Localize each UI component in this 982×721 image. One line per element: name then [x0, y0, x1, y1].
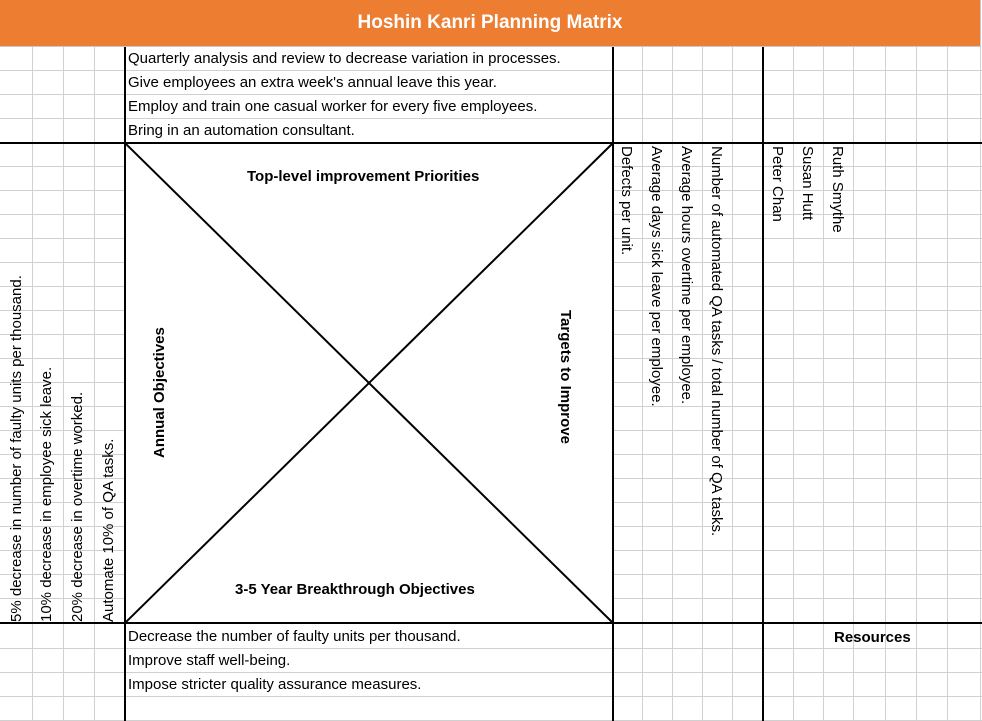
annual-objective-4[interactable]: Bring in an automation consultant.	[128, 122, 355, 139]
annual-objective-3[interactable]: Employ and train one casual worker for every five employees.	[128, 98, 538, 115]
breakthrough-objective-1[interactable]: Decrease the number of faulty units per thousand.	[128, 628, 461, 645]
annual-objective-1[interactable]: Quarterly analysis and review to decrease variation in processes.	[128, 50, 561, 67]
person-2[interactable]: Susan Hutt	[799, 146, 816, 221]
left-item-1[interactable]: 5% decrease in number of faulty units per thousand.	[8, 275, 25, 622]
person-1[interactable]: Peter Chan	[769, 146, 786, 222]
label-targets-to-improve: Targets to Improve	[557, 310, 574, 444]
person-3[interactable]: Ruth Smythe	[829, 146, 846, 233]
target-1[interactable]: Defects per unit.	[618, 146, 635, 256]
breakthrough-objective-2[interactable]: Improve staff well-being.	[128, 652, 291, 669]
target-3[interactable]: Average hours overtime per employee.	[678, 146, 695, 405]
annual-objective-2[interactable]: Give employees an extra week's annual leave this year.	[128, 74, 497, 91]
left-item-2[interactable]: 10% decrease in employee sick leave.	[38, 366, 55, 622]
resources-label: Resources	[834, 629, 911, 646]
left-item-4[interactable]: Automate 10% of QA tasks.	[100, 438, 117, 622]
target-4[interactable]: Number of automated QA tasks / total number of QA tasks.	[708, 146, 725, 537]
label-top-priorities: Top-level improvement Priorities	[247, 168, 480, 185]
matrix-title: Hoshin Kanri Planning Matrix	[0, 0, 981, 47]
breakthrough-objective-3[interactable]: Impose stricter quality assurance measures.	[128, 676, 422, 693]
target-2[interactable]: Average days sick leave per employee.	[648, 146, 665, 407]
label-breakthrough-objectives: 3-5 Year Breakthrough Objectives	[235, 581, 475, 598]
left-item-3[interactable]: 20% decrease in overtime worked.	[69, 391, 86, 622]
label-annual-objectives: Annual Objectives	[151, 327, 168, 458]
